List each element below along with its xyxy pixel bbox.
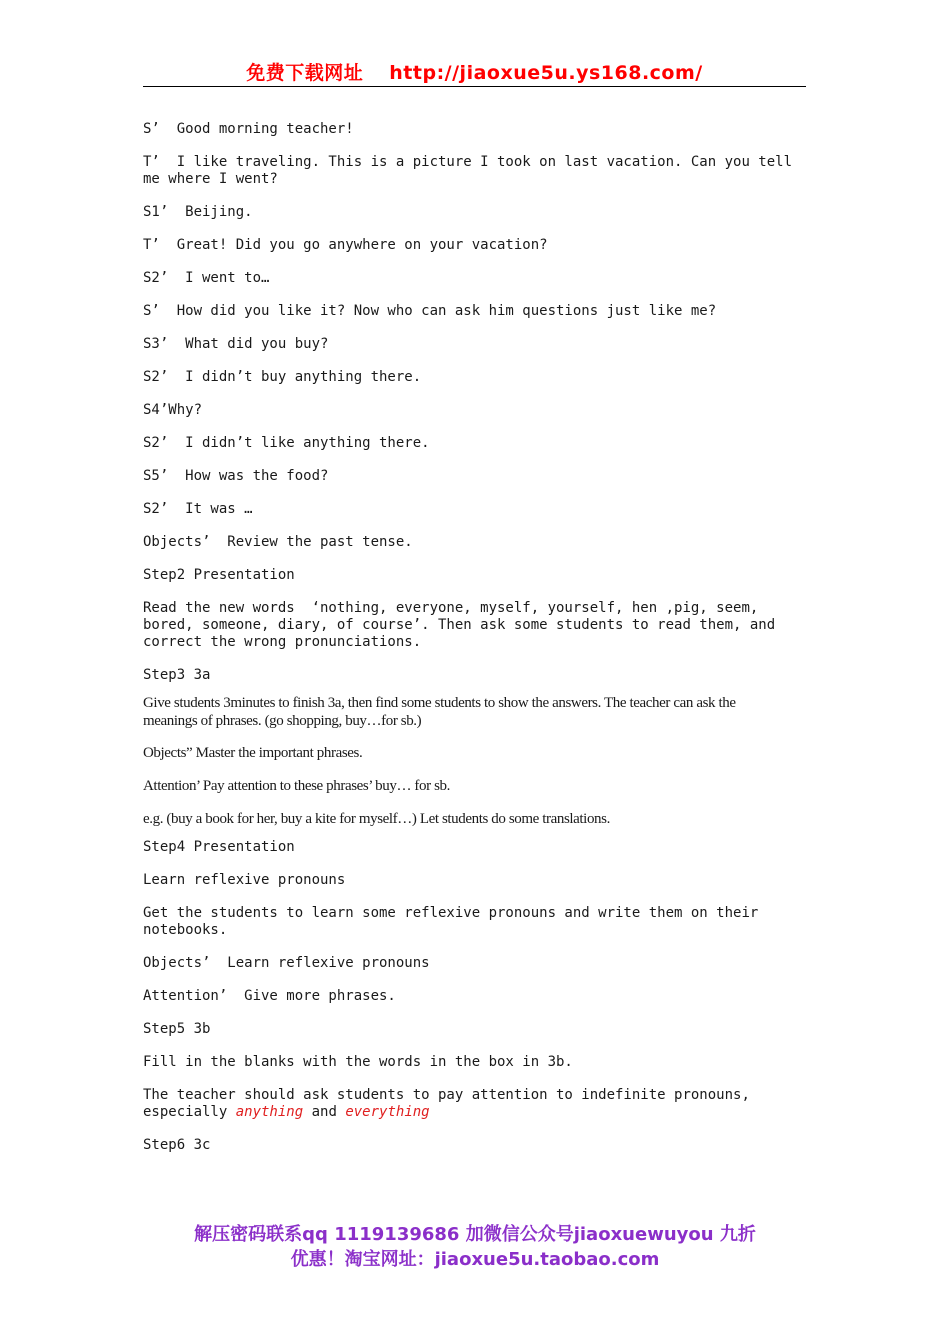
header-divider (143, 86, 806, 87)
dialogue-line: S’ Good morning teacher! (143, 121, 354, 137)
dialogue-line: T’ Great! Did you go anywhere on your vacation? (143, 237, 548, 253)
step5-pronouns-line (143, 1087, 793, 1121)
step6-title: Step6 3c (143, 1137, 211, 1153)
dialogue-line: S4’Why? (143, 402, 203, 418)
dialogue-line: T’ I like traveling. This is a picture I took on last vacation. Can you tell me where I went? (143, 154, 801, 187)
dialogue-line: S5’ How was the food? (143, 468, 329, 484)
dialogue-line: S2’ I didn’t buy anything there. (143, 369, 422, 385)
header-banner (143, 58, 806, 85)
step3-paragraph: Objects” Master the important phrases. (143, 745, 363, 761)
step4-line: Attention’ Give more phrases. (143, 988, 396, 1004)
step4-line: Get the students to learn some reflexive pronouns and write them on their notebooks. (143, 905, 767, 938)
step4-title: Step4 Presentation (143, 839, 295, 855)
document-body (143, 121, 801, 1170)
dialogue-line: S’ How did you like it? Now who can ask him questions just like me? (143, 303, 717, 319)
highlight-word-anything: anything (235, 1104, 304, 1120)
step3-paragraph: Attention’ Pay attention to these phrases’ buy… for sb. (143, 778, 450, 794)
header-site-url[interactable]: http://jiaoxue5u.ys168.com/ (389, 62, 703, 84)
step5-conjunction: and (303, 1104, 346, 1120)
header-site-name: 免费下载网址 (246, 62, 364, 84)
dialogue-line: S2’ I didn’t like anything there. (143, 435, 430, 451)
step3-body (143, 684, 793, 828)
step4-line: Objects’ Learn reflexive pronouns (143, 955, 430, 971)
step5-line: Fill in the blanks with the words in the box in 3b. (143, 1054, 573, 1070)
step3-paragraph: Give students 3minutes to finish 3a, then find some students to show the answers. The teacher can ask the meanings of phrases. (go shopping, buy…for sb.) (143, 695, 736, 729)
step2-title: Step2 Presentation (143, 567, 295, 583)
footer-line-2[interactable]: 优惠！淘宝网址：jiaoxue5u.taobao.com (290, 1249, 660, 1270)
step4-line: Learn reflexive pronouns (143, 872, 346, 888)
dialogue-line: S1’ Beijing. (143, 204, 253, 220)
highlight-word-everything: everything (345, 1104, 430, 1120)
dialogue-line: S3’ What did you buy? (143, 336, 329, 352)
step3-paragraph: e.g. (buy a book for her, buy a kite for myself…) Let students do some translations. (143, 811, 610, 827)
step2-text: Read the new words ‘nothing, everyone, myself, yourself, hen ,pig, seem, bored, someone, diary, of course’. Then ask some students to read them, and correct the wrong pronunciations. (143, 600, 784, 650)
footer-line-1: 解压密码联系qq 1119139686 加微信公众号jiaoxuewuyou 九折 (194, 1224, 756, 1245)
step5-title: Step5 3b (143, 1021, 211, 1037)
step3-title: Step3 3a (143, 667, 211, 683)
dialogue-line: S2’ I went to… (143, 270, 270, 286)
step5-line-prefix: The teacher should ask students to pay attention to indefinite pronouns, especially (143, 1087, 759, 1120)
objects-line: Objects’ Review the past tense. (143, 534, 413, 550)
dialogue-line: S2’ It was … (143, 501, 253, 517)
footer-banner (140, 1222, 810, 1272)
